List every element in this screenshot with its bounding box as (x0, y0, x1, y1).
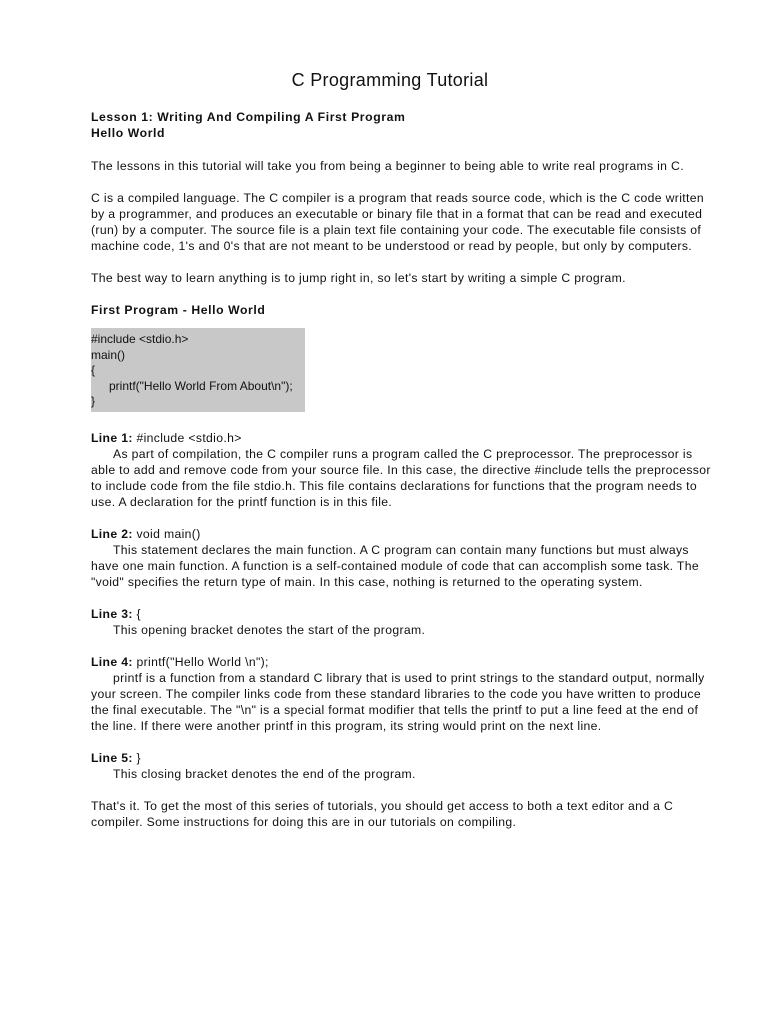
line-description: This statement declares the main function. A C program can contain many functions but must always have one main function. A function is a self-contained module of code that can accomplish some task. The "void" specifies the return type of main. In this case, nothing is returned to the operating system. (91, 542, 699, 589)
line-description: This closing bracket denotes the end of the program. (113, 766, 416, 781)
code-line: printf("Hello World From About\n"); (109, 378, 293, 393)
line-explanation-4 (91, 654, 711, 734)
code-line: main() (91, 347, 126, 362)
line-label: Line 5: (91, 750, 133, 765)
code-line: { (91, 363, 96, 378)
line-label: Line 1: (91, 430, 133, 445)
code-block (91, 328, 305, 412)
line-label: Line 4: (91, 654, 133, 669)
first-program-heading: First Program - Hello World (91, 303, 266, 317)
lesson-heading: Lesson 1: Writing And Compiling A First Program (91, 110, 406, 124)
intro-paragraph-3: The best way to learn anything is to jump right in, so let's start by writing a simple C program. (91, 271, 626, 285)
line-code: } (132, 750, 141, 765)
lesson-subheading: Hello World (91, 125, 166, 140)
line-code: void main() (132, 526, 201, 541)
line-code: { (132, 606, 141, 621)
line-description: As part of compilation, the C compiler runs a program called the C preprocessor. The preprocessor is able to add and remove code from your source file. In this case, the directive #include tells the preprocessor to include code from the file stdio.h. This file contains declarations for functions that the program needs to use. A declaration for the printf function is in this file. (91, 446, 711, 509)
line-code: #include <stdio.h> (132, 430, 242, 445)
line-label: Line 2: (91, 526, 133, 541)
line-label: Line 3: (91, 606, 133, 621)
line-description: printf is a function from a standard C library that is used to print strings to the standard output, normally your screen. The compiler links code from these standard libraries to the code you have written to produce the final executable. The "\n" is a special format modifier that tells the printf to put a line feed at the end of the line. If there were another printf in this program, its string would print on the next line. (91, 670, 705, 733)
line-explanation-2 (91, 526, 711, 590)
lesson-heading-block (91, 110, 711, 141)
intro-paragraph-2: C is a compiled language. The C compiler is a program that reads source code, which is the C code written by a programmer, and produces an executable or binary file that in a format that can be read and executed (run) by a computer. The source file is a plain text file containing your code. The executable file consists of machine code, 1's and 0's that are not meant to be understood or read by people, but only by computers. (91, 191, 705, 253)
code-line: } (91, 394, 96, 409)
line-description: This opening bracket denotes the start of the program. (113, 622, 426, 637)
line-explanation-1 (91, 430, 711, 510)
closing-paragraph: That's it. To get the most of this series of tutorials, you should get access to both a text editor and a C compiler. Some instructions for doing this are in our tutorials on compiling. (91, 798, 674, 829)
document-body (91, 110, 711, 846)
code-line: #include <stdio.h> (91, 332, 189, 346)
line-explanation-5 (91, 750, 711, 782)
line-code: printf("Hello World \n"); (132, 654, 269, 669)
page-title: C Programming Tutorial (291, 70, 489, 90)
line-explanation-3 (91, 606, 711, 638)
intro-paragraph-1: The lessons in this tutorial will take you from being a beginner to being able to write real programs in C. (91, 159, 684, 173)
